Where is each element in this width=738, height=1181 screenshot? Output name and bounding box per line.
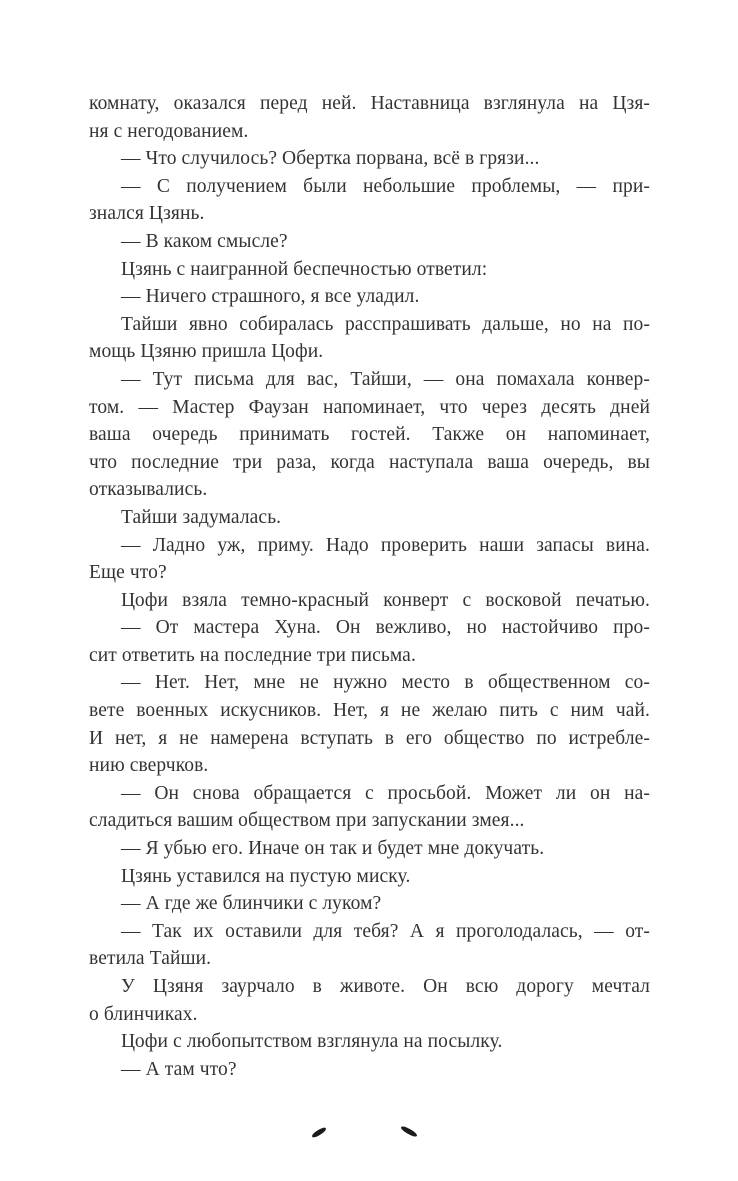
text-line: — С получением были небольшие проблемы, — при- [121, 175, 650, 197]
text-line: — Так их оставили для тебя? А я проголодалась, — от- [121, 920, 650, 942]
text-line: мощь Цзяню пришла Цофи. [89, 341, 324, 363]
text-line: И нет, я не намерена вступать в его общество по истребле- [89, 727, 650, 749]
text-line: Цофи с любопытством взглянула на посылку. [121, 1031, 503, 1053]
text-line: отказывались. [89, 479, 208, 501]
text-line: — Я убью его. Иначе он так и будет мне докучать. [121, 838, 545, 860]
text-line: вете военных искусников. Нет, я не желаю пить с ним чай. [89, 700, 650, 722]
text-line: знался Цзянь. [89, 203, 205, 225]
text-line: что последние три раза, когда наступала ваша очередь, вы [89, 451, 650, 473]
text-line: ветила Тайши. [89, 948, 212, 970]
text-line: Цзянь с наигранной беспечностью ответил: [121, 258, 488, 280]
text-line: — А там что? [121, 1058, 237, 1080]
text-line: — Ладно уж, приму. Надо проверить наши запасы вина. [121, 534, 650, 556]
text-line: — Что случилось? Обертка порвана, всё в грязи... [121, 148, 540, 170]
text-line: — А где же блинчики с луком? [121, 893, 382, 915]
text-line: о блинчиках. [89, 1003, 198, 1025]
text-line: Цофи взяла темно-красный конверт с восковой печатью. [121, 589, 650, 611]
text-line: — В каком смысле? [121, 230, 288, 252]
text-line: — Он снова обращается с просьбой. Может ли он на- [121, 782, 650, 804]
text-line: нию сверчков. [89, 755, 209, 777]
text-line: ваша очередь принимать гостей. Также он напоминает, [89, 424, 650, 446]
text-line: ня с негодованием. [89, 120, 249, 142]
text-line: — Нет. Нет, мне не нужно место в общественном со- [121, 672, 650, 694]
text-line: — Тут письма для вас, Тайши, — она помахала конвер- [121, 368, 650, 390]
ornament-tip-right-icon [400, 1125, 418, 1138]
text-line: У Цзяня заурчало в животе. Он всю дорогу мечтал [121, 976, 650, 997]
page-text [89, 90, 650, 1083]
text-line: Тайши задумалась. [121, 506, 282, 528]
text-line: том. — Мастер Фаузан напоминает, что через десять дней [89, 396, 650, 418]
text-line: комнату, оказался перед ней. Наставница взглянула на Цзя- [89, 93, 650, 114]
text-line: Тайши явно собиралась расспрашивать дальше, но на по- [121, 313, 650, 335]
text-line: сит ответить на последние три письма. [89, 644, 416, 666]
text-line: — Ничего страшного, я все уладил. [121, 286, 420, 308]
ornament-tip-left-icon [311, 1126, 327, 1139]
text-line: Еще что? [89, 562, 167, 584]
text-line: Цзянь уставился на пустую миску. [121, 865, 411, 887]
text-line: сладиться вашим обществом при запускании змея... [89, 810, 525, 832]
text-line: — От мастера Хуна. Он вежливо, но настойчиво про- [121, 617, 650, 639]
